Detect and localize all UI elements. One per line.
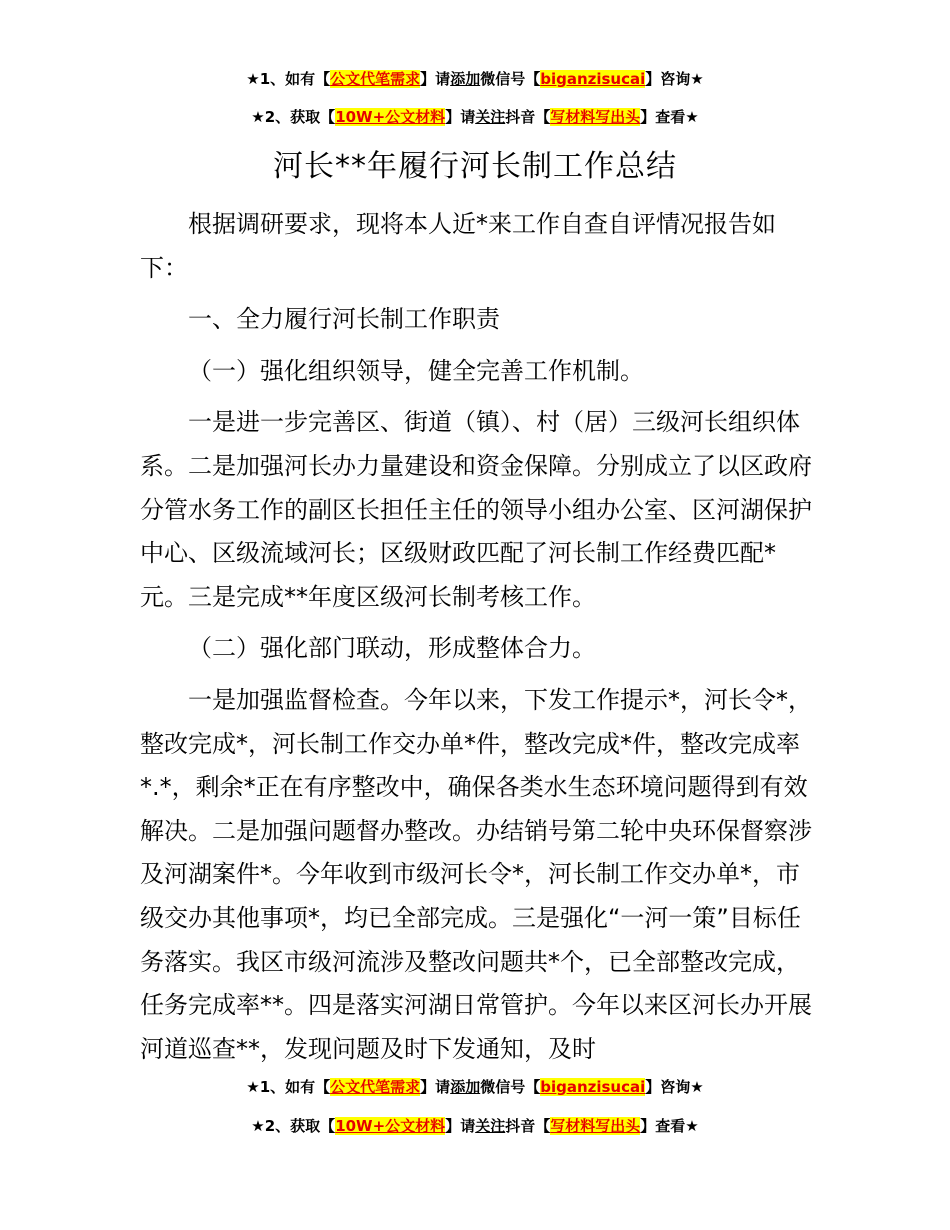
section-heading-1: 一、全力履行河长制工作职责	[188, 305, 500, 334]
banner-emphasis: 添加	[450, 1078, 481, 1096]
banner-text: 】请	[420, 70, 451, 88]
highlight-douyin-account: 写材料写出头	[550, 1117, 641, 1135]
banner-text: ★2、获取【	[251, 108, 336, 126]
banner-emphasis: 关注	[475, 108, 506, 126]
highlight-douyin-account: 写材料写出头	[550, 108, 641, 126]
footer-banner-line-1	[0, 1077, 950, 1097]
banner-text: ★1、如有【	[246, 70, 331, 88]
highlight-service: 公文代笔需求	[330, 70, 421, 88]
header-banner-line-2	[0, 107, 950, 127]
banner-text: 】咨询★	[645, 1078, 704, 1096]
banner-text: 抖音【	[505, 1117, 551, 1135]
subsection-heading-1: （一）强化组织领导，健全完善工作机制。	[188, 356, 644, 385]
banner-emphasis: 添加	[450, 70, 481, 88]
banner-text: 】请	[445, 108, 476, 126]
banner-text: 抖音【	[505, 108, 551, 126]
header-banner-line-1	[0, 69, 950, 89]
highlight-wechat-id: biganzisucai	[540, 70, 646, 88]
highlight-materials: 10W+公文材料	[335, 108, 446, 126]
highlight-wechat-id: biganzisucai	[540, 1078, 646, 1096]
banner-text: 】请	[420, 1078, 451, 1096]
banner-text: 微信号【	[480, 70, 541, 88]
banner-text: 微信号【	[480, 1078, 541, 1096]
highlight-service: 公文代笔需求	[330, 1078, 421, 1096]
banner-text: ★2、获取【	[251, 1117, 336, 1135]
banner-text: 】查看★	[640, 108, 699, 126]
paragraph-organization: 一是进一步完善区、街道（镇）、村（居）三级河长组织体系。二是加强河长办力量建设和资金保障。分别成立了以区政府分管水务工作的副区长担任主任的领导小组办公室、区河湖保护中心、区级流域河长；区级财政匹配了河长制工作经费匹配*元。三是完成**年度区级河长制考核工作。	[140, 408, 812, 611]
footer-banner-line-2	[0, 1116, 950, 1136]
banner-text: 】咨询★	[645, 70, 704, 88]
banner-emphasis: 关注	[475, 1117, 506, 1135]
paragraph-intro: 根据调研要求，现将本人近*来工作自查自评情况报告如下：	[140, 210, 776, 282]
subsection-heading-2: （二）强化部门联动，形成整体合力。	[188, 634, 596, 663]
banner-text: ★1、如有【	[246, 1078, 331, 1096]
banner-text: 】查看★	[640, 1117, 699, 1135]
document-title: 河长**年履行河长制工作总结	[273, 149, 677, 184]
document-body	[140, 203, 812, 1071]
highlight-materials: 10W+公文材料	[335, 1117, 446, 1135]
paragraph-coordination: 一是加强监督检查。今年以来，下发工作提示*，河长令*，整改完成*，河长制工作交办单*件，整改完成*件，整改完成率*.*，剩余*正在有序整改中，确保各类水生态环境问题得到有效解决。二是加强问题督办整改。办结销号第二轮中央环保督察涉及河湖案件*。今年收到市级河长令*，河长制工作交办单*，市级交办其他事项*，均已全部完成。三是强化“一河一策”目标任务落实。我区市级河流涉及整改问题共*个，已全部整改完成，任务完成率**。四是落实河湖日常管护。今年以来区河长办开展河道巡查**，发现问题及时下发通知，及时	[140, 685, 812, 1063]
banner-text: 】请	[445, 1117, 476, 1135]
